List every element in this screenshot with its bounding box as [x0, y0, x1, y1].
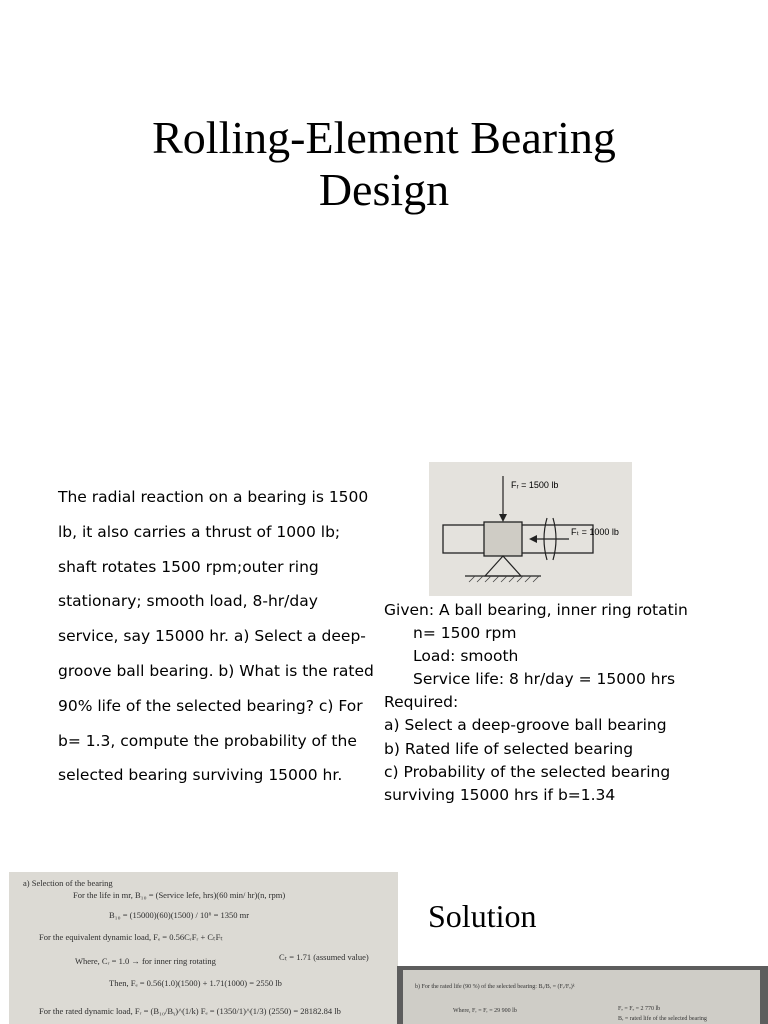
required-line: a) Select a deep-groove ball bearing [384, 716, 667, 735]
solution-line: B₁₀ = (15000)(60)(1500) / 10⁶ = 1350 mr [109, 910, 250, 920]
problem-statement [58, 480, 378, 793]
solution-line: Then, Fₑ = 0.56(1.0)(1500) + 1.71(1000) = 2550 lb [109, 978, 282, 988]
rated-life-line: Bᵣ = rated life of the selected bearing [618, 1016, 707, 1022]
given-line: n= 1500 rpm [413, 624, 517, 643]
solution-photo [9, 872, 398, 1024]
support-shape [485, 556, 521, 576]
problem-line: groove ball bearing. b) What is the rated [58, 661, 374, 680]
radial-force-label: Fᵣ = 1500 lb [511, 480, 559, 490]
rated-life-line: Fₑ = Fₑ = 2 770 lb [618, 1006, 661, 1012]
thrust-force-label: Fₜ = 1000 lb [571, 527, 619, 537]
ground-hatching [469, 576, 539, 582]
solution-heading: Solution [428, 898, 537, 934]
rated-life-line: Where, Fᵣ = Fᵣ = 29 900 lb [453, 1008, 517, 1014]
rated-life-line: b) For the rated life (90 %) of the selected bearing: Bᵧ/Bᵣ = (Fᵣ/Fₑ)ᵏ [415, 984, 575, 990]
required-line: surviving 15000 hrs if b=1.34 [384, 785, 616, 804]
problem-line: b= 1.3, compute the probability of the [58, 731, 357, 750]
radial-arrowhead [499, 514, 507, 522]
slide-title [0, 112, 768, 216]
problem-line: 90% life of the selected bearing? c) For [58, 696, 363, 715]
solution-line: For the life in mr, B₁₀ = (Service lefe, hrs)(60 min/ hr)(n, rpm) [73, 890, 286, 900]
problem-line: lb, it also carries a thrust of 1000 lb; [58, 522, 341, 541]
problem-line: service, say 15000 hr. a) Select a deep- [58, 627, 366, 646]
bearing-block-shape [484, 522, 522, 556]
bearing-sketch [429, 462, 632, 596]
solution-line: Where, Cᵣ = 1.0 → for inner ring rotating [75, 956, 216, 966]
problem-line: The radial reaction on a bearing is 1500 [58, 488, 369, 506]
photo-paper [403, 970, 760, 1024]
given-line: Given: A ball bearing, inner ring rotatin [384, 601, 688, 619]
title-line-2: Design [318, 164, 450, 215]
given-line: Service life: 8 hr/day = 15000 hrs [413, 670, 676, 689]
solution-line: For the rated dynamic load, Fᵣ = (B₁₀/Bᵧ)^(1/k) Fₑ = (1350/1)^(1/3) (2550) = 28182.84 lb [39, 1006, 341, 1016]
given-required-block [384, 599, 744, 807]
thrust-arrowhead [529, 535, 537, 543]
bearing-diagram [429, 462, 632, 596]
problem-line: shaft rotates 1500 rpm;outer ring [58, 557, 319, 576]
required-line: c) Probability of the selected bearing [384, 762, 671, 781]
problem-line: selected bearing surviving 15000 hr. [58, 766, 343, 785]
solution-line: a) Selection of the bearing [23, 878, 113, 888]
required-line: b) Rated life of selected bearing [384, 739, 634, 758]
solution-line: For the equivalent dynamic load, Fₑ = 0.56CᵣFᵣ + CₜFₜ [39, 932, 223, 942]
title-line-1: Rolling-Element Bearing [152, 112, 616, 163]
required-heading: Required: [384, 693, 459, 712]
given-line: Load: smooth [413, 647, 519, 666]
solution-line: Cₜ = 1.71 (assumed value) [279, 952, 369, 962]
rated-life-photo [397, 966, 768, 1024]
problem-line: stationary; smooth load, 8-hr/day [58, 592, 318, 611]
